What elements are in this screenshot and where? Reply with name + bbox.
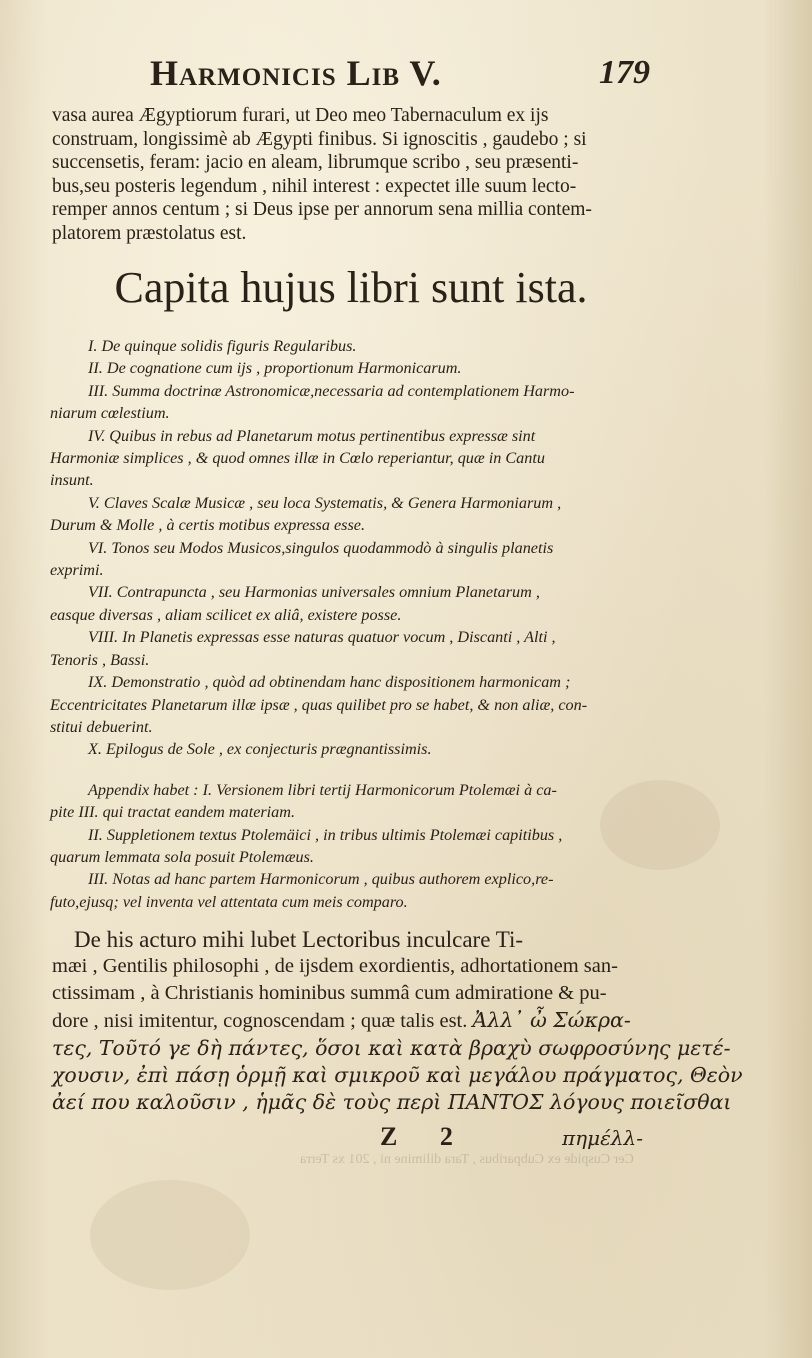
chapter-list-line: Harmoniæ simplices , & quod omnes illæ in Cœlo reperiantur, quæ in Cantu <box>50 449 545 468</box>
text-line: De his acturo mihi lubet Lectoribus inculcare Ti- <box>74 927 524 952</box>
chapter-list-line: VI. Tonos seu Modos Musicos,singulos quodammodò à singulis planetis <box>88 538 554 557</box>
chapter-list-line: X. Epilogus de Sole , ex conjecturis prægnantissimis. <box>88 740 432 759</box>
text-line: bus,seu posteris legendum , nihil interest : expectet ille suum lecto- <box>52 175 577 197</box>
chapter-list-line: Tenoris , Bassi. <box>50 650 150 669</box>
text-line: remper annos centum ; si Deus ipse per annorum sena millia contem- <box>52 199 592 220</box>
chapter-list-line: III. Notas ad hanc partem Harmonicorum , quibus authorem explico,re- <box>88 870 554 889</box>
page-header <box>150 52 650 96</box>
running-title: Harmonicis Lib V. <box>150 53 442 93</box>
chapter-list-line: I. De quinque solidis figuris Regularibus. <box>88 337 357 355</box>
chapter-list-gap <box>50 761 650 779</box>
chapter-list-line: III. Summa doctrinæ Astronomicæ,necessaria ad contemplationem Harmo- <box>88 381 575 400</box>
greek-line: χουσιν, ἐπὶ πάσῃ ὁρμῇ καὶ σμικροῦ καὶ μεγάλου πράγματος, Θεὸν <box>52 1063 743 1087</box>
latin-text: dore , nisi imitentur, cognoscendam ; quæ talis est. <box>52 1010 468 1032</box>
greek-text: Ἀλλ᾽ ὦ Σώκρα- <box>472 1008 631 1032</box>
page-number: 179 <box>599 54 650 91</box>
text-line: construam, longissimè ab Ægypti finibus. Si ignoscitis , gaudebo ; si <box>52 128 587 150</box>
catchword: πημέλλ- <box>562 1126 643 1150</box>
chapter-list-line: quarum lemmata sola posuit Ptolemæus. <box>50 847 314 866</box>
chapter-list-line: stitui debuerint. <box>50 717 153 736</box>
chapter-list-line: futo,ejusq; vel inventa vel attentata cum meis comparo. <box>50 892 408 911</box>
text-line: platorem præstolatus est. <box>52 222 247 244</box>
intro-paragraph <box>52 104 650 245</box>
text-line: vasa aurea Ægyptiorum furari, ut Deo meo Tabernaculum ex ijs <box>52 105 549 126</box>
signature-mark: Z 2 <box>380 1122 471 1151</box>
chapter-list-line: II. Suppletionem textus Ptolemäici , in tribus ultimis Ptolemæi capitibus , <box>88 825 563 844</box>
chapter-list-line: VII. Contrapuncta , seu Harmonias universales omnium Planetarum , <box>88 583 540 602</box>
text-line: ctissimam , à Christianis hominibus summâ cum admiratione & pu- <box>52 982 607 1004</box>
text-line <box>52 1007 652 1035</box>
chapter-list-line: exprimi. <box>50 561 104 580</box>
closing-paragraph <box>52 926 743 1116</box>
text-line: mæi , Gentilis philosophi , de ijsdem exordientis, adhortationem san- <box>52 955 618 977</box>
chapter-list-line: Eccentricitates Planetarum illæ ipsæ , quas quilibet pro se habet, & non aliæ, con- <box>50 695 588 714</box>
chapter-list-line: insunt. <box>50 471 94 490</box>
chapter-list <box>50 335 650 913</box>
greek-line: τες, Τοῦτό γε δὴ πάντες, ὅσοι καὶ κατὰ βραχὺ σωφροσύνης μετέ- <box>52 1036 731 1060</box>
chapter-list-line: V. Claves Scalæ Musicæ , seu loca Systematis, & Genera Harmoniarum , <box>88 493 562 512</box>
chapter-list-heading: Capita hujus libri sunt ista. <box>114 263 588 312</box>
bleed-through-text: Cer Cuspide ex Cubparibus , Tara dilimine ni , 201 xs Terra <box>300 1152 634 1167</box>
chapter-list-line: Durum & Molle , à certis motibus expressa esse. <box>50 516 366 535</box>
chapter-list-line: niarum cœlestium. <box>50 404 170 423</box>
text-line: succensetis, feram: jacio en aleam, librumque scribo , seu præsenti- <box>52 152 579 173</box>
chapter-list-line: pite III. qui tractat eandem materiam. <box>50 803 296 822</box>
paper-stain <box>90 1180 250 1290</box>
chapter-list-line: IX. Demonstratio , quòd ad obtinendam hanc dispositionem harmonicam ; <box>88 673 571 692</box>
chapter-list-line: IV. Quibus in rebus ad Planetarum motus pertinentibus expressæ sint <box>88 426 536 445</box>
chapter-list-line: Appendix habet : I. Versionem libri tertij Harmonicorum Ptolemæi à ca- <box>88 780 557 799</box>
chapter-list-line: VIII. In Planetis expressas esse naturas quatuor vocum , Discanti , Alti , <box>88 628 556 647</box>
chapter-list-line: II. De cognatione cum ijs , proportionum Harmonicarum. <box>88 359 462 378</box>
greek-line: ἀεί που καλοῦσιν , ἡμᾶς δὲ τοὺς περὶ ΠΑΝΤΟΣ λόγους ποιεῖσθαι <box>52 1090 732 1114</box>
chapter-list-line: easque diversas , aliam scilicet ex aliâ, existere posse. <box>50 605 402 624</box>
